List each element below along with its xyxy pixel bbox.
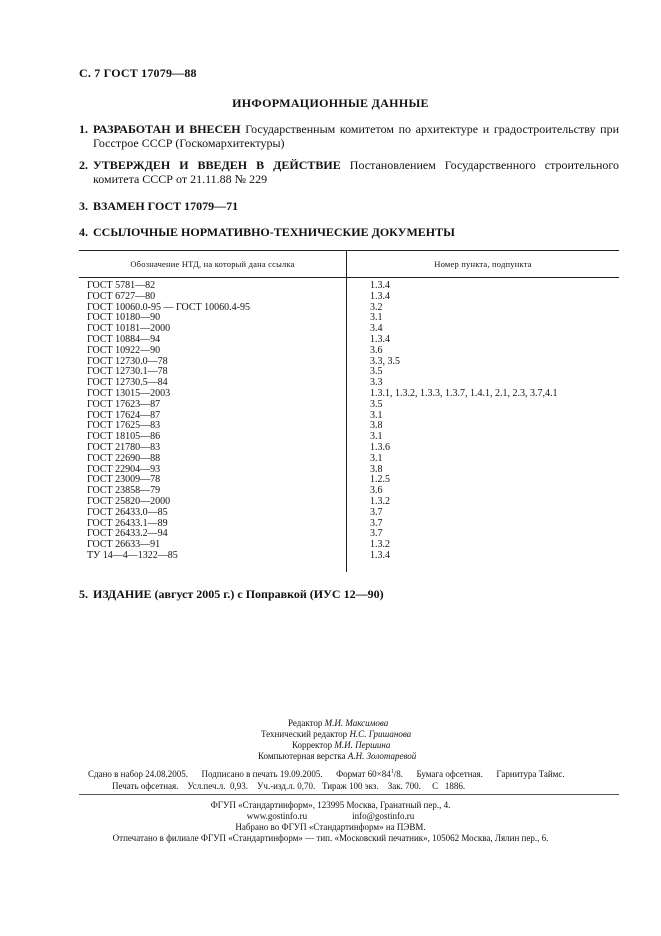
credit-tech-editor xyxy=(261,729,411,740)
reference-document: ГОСТ 12730.0—78 xyxy=(87,355,168,367)
table-row xyxy=(79,335,619,346)
table-row xyxy=(79,465,619,476)
info-item-4 xyxy=(79,225,619,239)
credit-role: Компьютерная верстка xyxy=(258,751,348,761)
reference-document: ГОСТ 23858—79 xyxy=(87,485,161,497)
clause-number: 1.3.4 xyxy=(370,333,390,345)
item-text: ГОСТ 17079—71 xyxy=(144,199,239,213)
info-item-1 xyxy=(79,122,619,150)
section-title: ИНФОРМАЦИОННЫЕ ДАННЫЕ xyxy=(232,96,429,110)
column-header-clause: Номер пункта, подпункта xyxy=(434,259,532,269)
reference-document: ГОСТ 10922—90 xyxy=(87,344,161,356)
credit-name: Н.С. Гришанова xyxy=(349,729,412,739)
reference-document: ГОСТ 5781—82 xyxy=(87,280,156,291)
publisher-web: www.gostinfo.ru info@gostinfo.ru xyxy=(246,811,415,821)
reference-document: ГОСТ 17623—87 xyxy=(87,398,161,410)
reference-document: ГОСТ 21780—83 xyxy=(87,441,161,453)
format-denominator: 8 xyxy=(396,769,401,779)
clause-number: 3.7 xyxy=(370,517,383,529)
credit-name: А.Н. Золотаревой xyxy=(347,751,417,761)
reference-table-body xyxy=(79,281,619,562)
reference-document: ГОСТ 12730.5—84 xyxy=(87,377,168,389)
clause-number: 3.5 xyxy=(370,398,383,410)
table-row xyxy=(79,432,619,443)
imprint-line-2: Печать офсетная. Усл.печ.л. 0,93. Уч.-изд.л. 0,70. Тираж 100 экз. Зак. 700. С 1886. xyxy=(112,781,466,791)
reference-document: ГОСТ 13015—2003 xyxy=(87,387,171,399)
item-text: (август 2005 г.) с Поправкой (ИУС 12—90) xyxy=(151,587,384,601)
imprint-text: . Бумага офсетная. Гарнитура Таймс. xyxy=(400,769,565,779)
reference-document: ГОСТ 12730.1—78 xyxy=(87,366,168,378)
clause-number: 3.1 xyxy=(370,312,383,324)
item-lead: ССЫЛОЧНЫЕ НОРМАТИВНО-ТЕХНИЧЕСКИЕ ДОКУМЕНТЫ xyxy=(93,225,455,239)
credit-role: Редактор xyxy=(288,718,325,728)
credit-editor xyxy=(288,718,388,729)
item-lead: РАЗРАБОТАН И ВНЕСЕН xyxy=(93,122,241,136)
credit-name: М.И. Першина xyxy=(334,740,391,750)
item-number: 4. xyxy=(79,225,88,239)
clause-number: 1.3.2 xyxy=(370,495,390,507)
item-text: Постановлением Государственного строительного комитета СССР от 21.11.88 № 229 xyxy=(93,158,620,186)
page-header: С. 7 ГОСТ 17079—88 xyxy=(79,66,197,80)
reference-document: ГОСТ 26633—91 xyxy=(87,539,161,551)
info-item-3 xyxy=(79,199,619,213)
reference-document: ГОСТ 22690—88 xyxy=(87,452,161,464)
item-lead: ИЗДАНИЕ xyxy=(93,587,152,601)
table-row xyxy=(79,400,619,411)
reference-document: ГОСТ 26433.1—89 xyxy=(87,517,168,529)
clause-number: 1.3.4 xyxy=(370,549,390,561)
table-row xyxy=(79,443,619,454)
clause-number: 3.4 xyxy=(370,323,383,335)
info-item-2 xyxy=(79,158,619,186)
clause-number: 3.2 xyxy=(370,301,383,313)
reference-document: ГОСТ 18105—86 xyxy=(87,431,161,443)
clause-number: 3.7 xyxy=(370,528,383,540)
reference-document: ГОСТ 25820—2000 xyxy=(87,495,171,507)
item-number: 5. xyxy=(79,587,88,601)
clause-number: 1.3.6 xyxy=(370,441,390,453)
table-row xyxy=(79,389,619,400)
reference-document: ГОСТ 6727—80 xyxy=(87,290,156,302)
clause-number: 1.2.5 xyxy=(370,474,390,486)
table-row xyxy=(79,324,619,335)
publisher-printed: Отпечатано в филиале ФГУП «Стандартинформ» — тип. «Московский печатник», 105062 Москва, Лялин пер., 6. xyxy=(112,833,549,843)
reference-document: ГОСТ 17625—83 xyxy=(87,420,161,432)
table-row xyxy=(79,346,619,357)
credit-name: М.И. Максимова xyxy=(324,718,389,728)
reference-document: ГОСТ 10060.0-95 — ГОСТ 10060.4-95 xyxy=(87,301,250,313)
item-lead: УТВЕРЖДЕН И ВВЕДЕН В ДЕЙСТВИЕ xyxy=(93,158,341,172)
clause-number: 3.8 xyxy=(370,463,383,475)
clause-number: 3.3 xyxy=(370,377,383,389)
table-row xyxy=(79,281,619,292)
table-row xyxy=(79,411,619,422)
clause-number: 1.3.1, 1.3.2, 1.3.3, 1.3.7, 1.4.1, 2.1, 2.3, 3.7,4.1 xyxy=(370,387,558,399)
column-header-document: Обозначение НТД, на который дана ссылка xyxy=(130,259,295,269)
clause-number: 1.3.2 xyxy=(370,539,390,551)
imprint-text: Сдано в набор 24.08.2005. Подписано в печать 19.09.2005. Формат 60×84 xyxy=(88,769,391,779)
table-row xyxy=(79,454,619,465)
credit-role: Корректор xyxy=(292,740,335,750)
clause-number: 3.8 xyxy=(370,420,383,432)
credit-layout xyxy=(258,751,416,762)
reference-document: ГОСТ 10180—90 xyxy=(87,312,161,324)
format-slash: / xyxy=(393,769,397,779)
item-number: 2. xyxy=(79,158,88,172)
item-number: 1. xyxy=(79,122,88,136)
reference-document: ГОСТ 23009—78 xyxy=(87,474,161,486)
table-row xyxy=(79,551,619,562)
table-row xyxy=(79,292,619,303)
credit-role: Технический редактор xyxy=(261,729,350,739)
reference-document: ТУ 14—4—1322—85 xyxy=(87,549,178,561)
imprint-line-1 xyxy=(88,769,565,779)
table-row xyxy=(79,421,619,432)
reference-document: ГОСТ 17624—87 xyxy=(87,409,161,421)
clause-number: 3.1 xyxy=(370,431,383,443)
table-row xyxy=(79,529,619,540)
reference-document: ГОСТ 10181—2000 xyxy=(87,323,171,335)
publisher-typeset: Набрано во ФГУП «Стандартинформ» на ПЭВМ. xyxy=(235,822,426,832)
clause-number: 3.6 xyxy=(370,344,383,356)
item-text: Государственным комитетом по архитектуре и градостроительству при Госстрое СССР (Госкомархитектуры) xyxy=(93,122,619,150)
reference-document: ГОСТ 26433.2—94 xyxy=(87,528,168,540)
imprint-divider xyxy=(79,794,619,795)
table-row xyxy=(79,475,619,486)
publisher-address: ФГУП «Стандартинформ», 123995 Москва, Гранатный пер., 4. xyxy=(210,800,451,810)
reference-document: ГОСТ 26433.0—85 xyxy=(87,506,168,518)
table-row xyxy=(79,508,619,519)
info-item-5 xyxy=(79,587,619,601)
credit-proofreader xyxy=(292,740,390,751)
reference-document: ГОСТ 10884—94 xyxy=(87,333,161,345)
table-row xyxy=(79,303,619,314)
clause-number: 3.3, 3.5 xyxy=(370,355,400,367)
format-superscript: 1 xyxy=(390,769,394,775)
clause-number: 3.1 xyxy=(370,452,383,464)
reference-table-header xyxy=(79,250,619,278)
item-number: 3. xyxy=(79,199,88,213)
clause-number: 3.5 xyxy=(370,366,383,378)
clause-number: 1.3.4 xyxy=(370,290,390,302)
clause-number: 3.6 xyxy=(370,485,383,497)
clause-number: 1.3.4 xyxy=(370,280,390,291)
reference-document: ГОСТ 22904—93 xyxy=(87,463,161,475)
item-lead: ВЗАМЕН xyxy=(93,199,145,213)
clause-number: 3.1 xyxy=(370,409,383,421)
clause-number: 3.7 xyxy=(370,506,383,518)
